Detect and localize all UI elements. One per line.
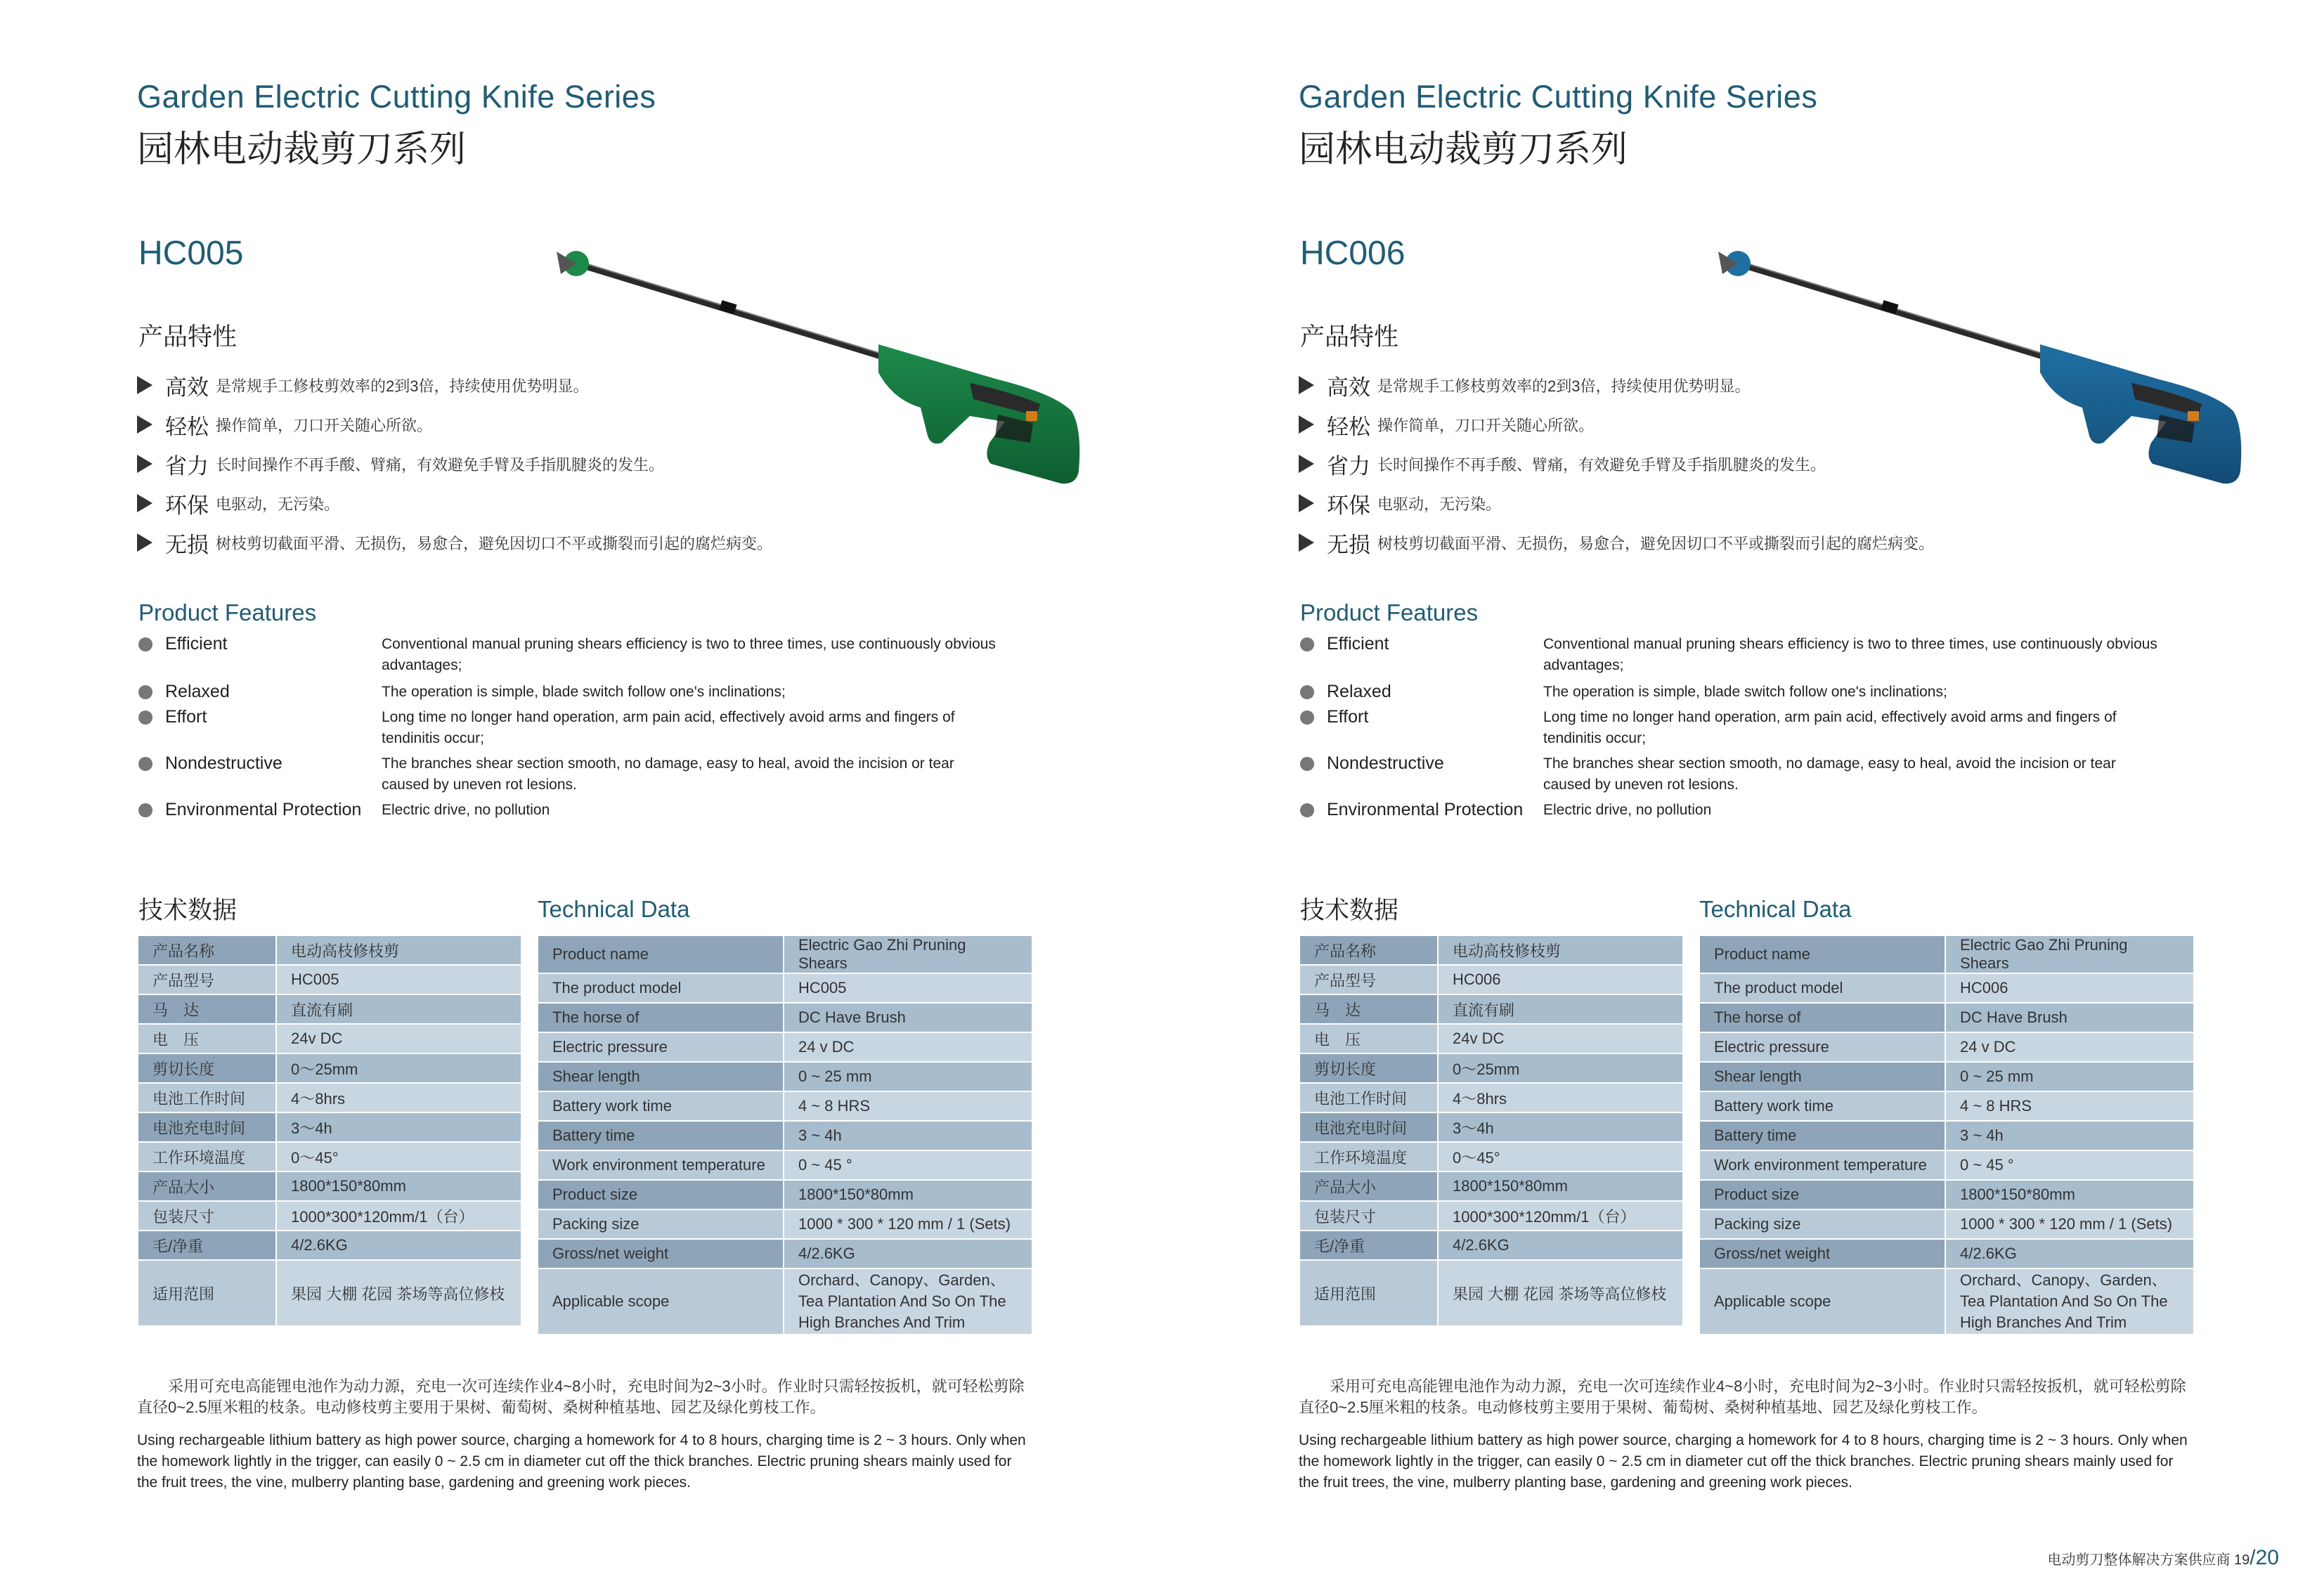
- feature-en-key: Effort: [165, 707, 207, 727]
- tech-cn-value: 3～4h: [276, 1112, 521, 1142]
- tech-en-value: 0 ~ 25 mm: [1945, 1062, 2194, 1091]
- tech-cn-value: 4～8hrs: [1438, 1083, 1683, 1112]
- tech-cn-value: 0～25mm: [1438, 1053, 1683, 1083]
- feature-cn-desc: 是常规手工修枝剪效率的2到3倍，持续使用优势明显。: [1377, 377, 1751, 395]
- feature-cn-item: [137, 444, 910, 484]
- dot-bullet-icon: [1300, 685, 1314, 699]
- feature-en-item: [138, 707, 1017, 749]
- feature-cn-key: 无损: [165, 532, 209, 557]
- feature-en-item: [1300, 707, 2179, 749]
- tech-en-value: 1000 * 300 * 120 mm / 1 (Sets): [1945, 1209, 2194, 1239]
- feature-cn-item: [137, 365, 910, 405]
- feature-en-item: [138, 634, 1017, 676]
- feature-en-item: [1300, 753, 2179, 796]
- feature-cn-desc: 电驱动，无污染。: [1377, 495, 1502, 513]
- features-en-list: [138, 634, 1017, 821]
- tech-cn-row: [1299, 994, 1683, 1024]
- feature-cn-item: [137, 523, 910, 562]
- tech-en-key: Applicable scope: [1699, 1268, 1945, 1335]
- feature-en-desc: The branches shear section smooth, no damage, easy to heal, avoid the incision or tear caused by uneven rot lesions.: [382, 755, 954, 793]
- tech-cn-key: 剪切长度: [1299, 1053, 1438, 1083]
- tech-cn-value: HC006: [1438, 965, 1683, 994]
- feature-en-item: [1300, 634, 2179, 676]
- triangle-bullet-icon: [1299, 494, 1314, 512]
- footer-company: 电动剪刀整体解决方案供应商: [2047, 1552, 2231, 1568]
- tech-cn-key: 工作环境温度: [138, 1142, 276, 1172]
- tech-cn-row: [138, 1142, 521, 1172]
- tech-en-key: Electric pressure: [538, 1032, 784, 1062]
- tech-cn-row: [138, 1112, 521, 1142]
- tech-en-key: Product size: [1699, 1180, 1945, 1209]
- tech-table-cn: [1299, 935, 1684, 1327]
- tech-cn-row: [1299, 1231, 1683, 1260]
- tech-cn-key: 电 压: [1299, 1024, 1438, 1053]
- tech-en-value: 0 ~ 45 °: [784, 1150, 1032, 1180]
- tech-en-value: HC006: [1945, 973, 2194, 1003]
- tech-en-value-line: Orchard、Canopy、Garden、: [798, 1271, 1006, 1289]
- tech-en-value: 4 ~ 8 HRS: [784, 1091, 1032, 1121]
- tech-en-key: Shear length: [1699, 1062, 1945, 1091]
- tech-cn-title: 技术数据: [1300, 897, 1399, 924]
- features-cn-list: [1299, 365, 2072, 562]
- tech-cn-row: [1299, 965, 1683, 994]
- tech-en-row: [538, 1032, 1032, 1062]
- tech-en-row: [1699, 1180, 2194, 1209]
- feature-en-key: Relaxed: [165, 682, 230, 701]
- dot-bullet-icon: [138, 637, 152, 651]
- tech-en-row: [538, 1091, 1032, 1121]
- tech-cn-key: 毛/净重: [1299, 1231, 1438, 1260]
- triangle-bullet-icon: [137, 376, 152, 394]
- tech-cn-row: [1299, 1142, 1683, 1172]
- tech-cn-row: [138, 1260, 521, 1326]
- tech-en-row: [538, 1062, 1032, 1091]
- tech-en-row: [1699, 1209, 2194, 1239]
- features-cn-list: [137, 365, 910, 562]
- tech-cn-key: 产品名称: [138, 935, 276, 965]
- feature-cn-key: 省力: [165, 453, 209, 479]
- tech-cn-value: 4～8hrs: [276, 1083, 521, 1112]
- tech-cn-value: 直流有刷: [1438, 994, 1683, 1024]
- feature-en-key: Effort: [1327, 707, 1369, 727]
- tech-cn-key: 产品大小: [1299, 1172, 1438, 1201]
- feature-cn-desc: 电驱动，无污染。: [216, 495, 340, 513]
- feature-cn-desc: 是常规手工修枝剪效率的2到3倍，持续使用优势明显。: [216, 377, 589, 395]
- feature-cn-key: 环保: [165, 493, 209, 518]
- tech-cn-value: 0～45°: [1438, 1142, 1683, 1172]
- tech-cn-value: 24v DC: [276, 1024, 521, 1053]
- tech-en-row: [1699, 1091, 2194, 1121]
- feature-cn-desc: 操作简单，刀口开关随心所欲。: [216, 416, 433, 434]
- tech-en-value: 4/2.6KG: [1945, 1239, 2194, 1268]
- feature-en-item: [138, 682, 1017, 703]
- series-title-cn: 园林电动裁剪刀系列: [137, 129, 467, 170]
- feature-cn-key: 省力: [1327, 453, 1370, 479]
- tech-cn-row: [138, 1231, 521, 1260]
- tech-en-value-line: Orchard、Canopy、Garden、: [1960, 1271, 2167, 1289]
- tech-en-key: Gross/net weight: [538, 1239, 784, 1268]
- triangle-bullet-icon: [1299, 376, 1314, 394]
- tech-cn-key: 适用范围: [138, 1260, 276, 1326]
- tech-en-value: Electric Gao Zhi Pruning Shears: [1945, 935, 2194, 973]
- tech-cn-row: [1299, 1260, 1683, 1326]
- tech-en-value: 24 v DC: [1945, 1032, 2194, 1062]
- feature-cn-key: 轻松: [165, 414, 209, 439]
- tech-en-key: Product size: [538, 1180, 784, 1209]
- feature-cn-key: 无损: [1327, 532, 1370, 557]
- tech-en-value: [1945, 1268, 2194, 1335]
- dot-bullet-icon: [138, 757, 152, 771]
- tech-cn-row: [1299, 1112, 1683, 1142]
- feature-en-item: [1300, 682, 2179, 703]
- tech-en-row: [538, 973, 1032, 1003]
- tech-en-value: 3 ~ 4h: [784, 1121, 1032, 1150]
- feature-en-key: Nondestructive: [1327, 753, 1444, 773]
- tech-en-key: Gross/net weight: [1699, 1239, 1945, 1268]
- tech-cn-key: 电 压: [138, 1024, 276, 1053]
- tech-cn-row: [1299, 1024, 1683, 1053]
- tech-cn-row: [138, 1083, 521, 1112]
- tech-cn-value: 1800*150*80mm: [1438, 1172, 1683, 1201]
- tech-en-key: Packing size: [1699, 1209, 1945, 1239]
- tech-en-key: Packing size: [538, 1209, 784, 1239]
- tech-en-key: The horse of: [538, 1003, 784, 1032]
- dot-bullet-icon: [138, 803, 152, 817]
- feature-en-desc: Electric drive, no pollution: [382, 802, 550, 818]
- tech-en-row: [1699, 935, 2194, 973]
- tech-en-key: The horse of: [1699, 1003, 1945, 1032]
- tech-en-key: Product name: [538, 935, 784, 973]
- tech-en-row: [538, 935, 1032, 973]
- triangle-bullet-icon: [137, 533, 152, 552]
- tech-cn-value: 1800*150*80mm: [276, 1172, 521, 1201]
- feature-en-desc: The operation is simple, blade switch follow one's inclinations;: [382, 684, 786, 700]
- model-number: HC006: [1300, 235, 1406, 272]
- feature-cn-desc: 树枝剪切截面平滑、无损伤，易愈合，避免因切口不平或撕裂而引起的腐烂病变。: [216, 534, 773, 552]
- feature-en-desc: Long time no longer hand operation, arm pain acid, effectively avoid arms and fingers of tendinitis occur;: [382, 709, 955, 746]
- feature-cn-item: [1299, 523, 2072, 562]
- feature-en-key: Nondestructive: [165, 753, 283, 773]
- tech-en-value: DC Have Brush: [1945, 1003, 2194, 1032]
- tech-cn-value: 1000*300*120mm/1（台）: [276, 1201, 521, 1231]
- tech-cn-value: 果园 大棚 花园 茶场等高位修枝: [1438, 1260, 1683, 1326]
- tech-table-en: [1699, 935, 2195, 1335]
- feature-en-item: [138, 753, 1017, 796]
- description-cn: 采用可充电高能锂电池作为动力源，充电一次可连续作业4~8小时，充电时间为2~3小时。作业时只需轻按扳机，就可轻松剪除直径0~2.5厘米粗的枝条。电动修枝剪主要用于果树、葡萄树、桑树种植基地、园艺及绿化剪枝工作。: [1299, 1377, 2186, 1416]
- triangle-bullet-icon: [137, 455, 152, 473]
- feature-cn-item: [1299, 405, 2072, 444]
- triangle-bullet-icon: [137, 494, 152, 512]
- tech-cn-key: 包装尺寸: [138, 1201, 276, 1231]
- footer: [2047, 1546, 2279, 1570]
- feature-cn-desc: 长时间操作不再手酸、臂痛，有效避免手臂及手指肌腱炎的发生。: [216, 455, 665, 474]
- tech-cn-value: 4/2.6KG: [276, 1231, 521, 1260]
- tech-cn-row: [138, 935, 521, 965]
- tech-cn-row: [1299, 1053, 1683, 1083]
- tech-cn-key: 马 达: [1299, 994, 1438, 1024]
- tech-en-key: Battery work time: [538, 1091, 784, 1121]
- tech-en-key: Shear length: [538, 1062, 784, 1091]
- tech-cn-key: 产品型号: [138, 965, 276, 994]
- footer-page-a: 19: [2234, 1552, 2250, 1568]
- tech-en-value: DC Have Brush: [784, 1003, 1032, 1032]
- feature-en-item: [138, 800, 1017, 821]
- tech-en-value: 3 ~ 4h: [1945, 1121, 2194, 1150]
- tech-en-key: Work environment temperature: [538, 1150, 784, 1180]
- tech-cn-key: 马 达: [138, 994, 276, 1024]
- tech-cn-row: [138, 1201, 521, 1231]
- tech-en-key: Battery time: [1699, 1121, 1945, 1150]
- features-en-title: Product Features: [1300, 599, 1479, 625]
- tech-en-row: [1699, 1062, 2194, 1091]
- dot-bullet-icon: [138, 710, 152, 725]
- tech-cn-row: [138, 1024, 521, 1053]
- tech-cn-key: 工作环境温度: [1299, 1142, 1438, 1172]
- feature-cn-item: [137, 484, 910, 523]
- feature-cn-key: 轻松: [1327, 414, 1370, 439]
- tech-cn-row: [138, 1172, 521, 1201]
- tech-cn-value: 电动高枝修枝剪: [276, 935, 521, 965]
- dot-bullet-icon: [138, 685, 152, 699]
- description-en: Using rechargeable lithium battery as high power source, charging a homework for 4 to 8 hours, charging time is 2 ~ 3 hours. Only when the homework lightly in the trigger, can easily 0 ~ 2.5 cm in diameter cut off the thick branches. Electric pruning shears mainly used for the fruit trees, the vine, mulberry planting base, gardening and greening work pieces.: [1299, 1432, 2188, 1491]
- features-cn-title: 产品特性: [1300, 323, 1399, 351]
- tech-en-value: [784, 1268, 1032, 1335]
- tech-en-value-line: High Branches And Trim: [1960, 1313, 2127, 1331]
- tech-en-key: Applicable scope: [538, 1268, 784, 1335]
- feature-en-desc: Electric drive, no pollution: [1543, 802, 1712, 818]
- series-title-en: Garden Electric Cutting Knife Series: [1299, 79, 1818, 115]
- tech-en-value: 0 ~ 25 mm: [784, 1062, 1032, 1091]
- tech-en-value: 24 v DC: [784, 1032, 1032, 1062]
- tech-cn-value: HC005: [276, 965, 521, 994]
- tech-en-row: [1699, 1032, 2194, 1062]
- tech-en-row: [1699, 1239, 2194, 1268]
- tech-cn-value: 果园 大棚 花园 茶场等高位修枝: [276, 1260, 521, 1326]
- tech-cn-row: [1299, 1083, 1683, 1112]
- triangle-bullet-icon: [1299, 533, 1314, 552]
- tech-cn-key: 产品大小: [138, 1172, 276, 1201]
- feature-cn-key: 环保: [1327, 493, 1370, 518]
- feature-en-key: Environmental Protection: [165, 800, 362, 819]
- page-right: [1162, 0, 2323, 1577]
- feature-en-item: [1300, 800, 2179, 821]
- tech-cn-key: 适用范围: [1299, 1260, 1438, 1326]
- feature-cn-item: [1299, 444, 2072, 484]
- tech-cn-value: 直流有刷: [276, 994, 521, 1024]
- features-cn-title: 产品特性: [138, 323, 238, 351]
- tech-cn-value: 3～4h: [1438, 1112, 1683, 1142]
- tech-en-title: Technical Data: [1699, 896, 1852, 922]
- tech-en-row: [1699, 1003, 2194, 1032]
- dot-bullet-icon: [1300, 710, 1314, 725]
- tech-en-row: [538, 1003, 1032, 1032]
- triangle-bullet-icon: [1299, 415, 1314, 434]
- tech-table-en: [537, 935, 1033, 1335]
- tech-cn-row: [138, 994, 521, 1024]
- dot-bullet-icon: [1300, 757, 1314, 771]
- tech-en-row: [538, 1268, 1032, 1335]
- feature-cn-item: [1299, 365, 2072, 405]
- series-title-en: Garden Electric Cutting Knife Series: [137, 79, 656, 115]
- tech-en-value: 1800*150*80mm: [1945, 1180, 2194, 1209]
- tech-en-key: Battery work time: [1699, 1091, 1945, 1121]
- tech-cn-key: 电池工作时间: [138, 1083, 276, 1112]
- tech-cn-value: 24v DC: [1438, 1024, 1683, 1053]
- tech-cn-key: 电池充电时间: [1299, 1112, 1438, 1142]
- description-en: Using rechargeable lithium battery as high power source, charging a homework for 4 to 8 hours, charging time is 2 ~ 3 hours. Only when the homework lightly in the trigger, can easily 0 ~ 2.5 cm in diameter cut off the thick branches. Electric pruning shears mainly used for the fruit trees, the vine, mulberry planting base, gardening and greening work pieces.: [137, 1432, 1026, 1491]
- tech-en-value: 0 ~ 45 °: [1945, 1150, 2194, 1180]
- feature-cn-key: 高效: [165, 375, 209, 400]
- tech-cn-value: 4/2.6KG: [1438, 1231, 1683, 1260]
- tech-en-key: Battery time: [538, 1121, 784, 1150]
- feature-en-key: Efficient: [1327, 634, 1389, 654]
- triangle-bullet-icon: [1299, 455, 1314, 473]
- tech-en-key: The product model: [538, 973, 784, 1003]
- model-number: HC005: [138, 235, 244, 272]
- feature-cn-key: 高效: [1327, 375, 1370, 400]
- feature-en-desc: The operation is simple, blade switch follow one's inclinations;: [1543, 684, 1947, 700]
- feature-cn-desc: 树枝剪切截面平滑、无损伤，易愈合，避免因切口不平或撕裂而引起的腐烂病变。: [1377, 534, 1935, 552]
- tech-en-key: Electric pressure: [1699, 1032, 1945, 1062]
- tech-en-value-line: High Branches And Trim: [798, 1313, 966, 1331]
- tech-en-value: 4/2.6KG: [784, 1239, 1032, 1268]
- tech-en-row: [1699, 1268, 2194, 1335]
- tech-en-value-line: Tea Plantation And So On The: [1960, 1292, 2168, 1310]
- footer-page-b: 20: [2255, 1546, 2279, 1569]
- tech-cn-row: [1299, 1172, 1683, 1201]
- tech-cn-row: [1299, 1201, 1683, 1231]
- tech-cn-key: 包装尺寸: [1299, 1201, 1438, 1231]
- feature-en-desc: Conventional manual pruning shears efficiency is two to three times, use continuously obvious advantages;: [382, 636, 996, 673]
- tech-cn-key: 产品型号: [1299, 965, 1438, 994]
- tech-cn-key: 电池工作时间: [1299, 1083, 1438, 1112]
- dot-bullet-icon: [1300, 637, 1314, 651]
- feature-cn-item: [137, 405, 910, 444]
- features-en-title: Product Features: [138, 599, 317, 625]
- tech-table-cn: [137, 935, 522, 1327]
- tech-en-row: [1699, 1150, 2194, 1180]
- tech-en-row: [1699, 973, 2194, 1003]
- tech-cn-title: 技术数据: [138, 897, 238, 924]
- footer-slash: /: [2250, 1546, 2256, 1569]
- feature-en-desc: The branches shear section smooth, no damage, easy to heal, avoid the incision or tear caused by uneven rot lesions.: [1543, 755, 2116, 793]
- tech-en-value: HC005: [784, 973, 1032, 1003]
- feature-cn-desc: 长时间操作不再手酸、臂痛，有效避免手臂及手指肌腱炎的发生。: [1377, 455, 1826, 474]
- dot-bullet-icon: [1300, 803, 1314, 817]
- tech-en-value: 4 ~ 8 HRS: [1945, 1091, 2194, 1121]
- tech-cn-key: 电池充电时间: [138, 1112, 276, 1142]
- feature-cn-desc: 操作简单，刀口开关随心所欲。: [1377, 416, 1595, 434]
- tech-cn-key: 产品名称: [1299, 935, 1438, 965]
- tech-en-title: Technical Data: [538, 896, 690, 922]
- triangle-bullet-icon: [137, 415, 152, 434]
- tech-cn-value: 0～25mm: [276, 1053, 521, 1083]
- tech-en-key: Work environment temperature: [1699, 1150, 1945, 1180]
- feature-en-desc: Long time no longer hand operation, arm pain acid, effectively avoid arms and fingers of tendinitis occur;: [1543, 709, 2117, 746]
- tech-en-key: The product model: [1699, 973, 1945, 1003]
- tech-cn-row: [138, 965, 521, 994]
- tech-en-value: 1000 * 300 * 120 mm / 1 (Sets): [784, 1209, 1032, 1239]
- tech-en-row: [538, 1150, 1032, 1180]
- tech-en-row: [1699, 1121, 2194, 1150]
- feature-cn-item: [1299, 484, 2072, 523]
- tech-cn-key: 毛/净重: [138, 1231, 276, 1260]
- description-cn: 采用可充电高能锂电池作为动力源，充电一次可连续作业4~8小时，充电时间为2~3小时。作业时只需轻按扳机，就可轻松剪除直径0~2.5厘米粗的枝条。电动修枝剪主要用于果树、葡萄树、桑树种植基地、园艺及绿化剪枝工作。: [137, 1377, 1025, 1416]
- tech-cn-row: [1299, 935, 1683, 965]
- tech-cn-key: 剪切长度: [138, 1053, 276, 1083]
- tech-en-key: Product name: [1699, 935, 1945, 973]
- tech-en-row: [538, 1121, 1032, 1150]
- feature-en-key: Relaxed: [1327, 682, 1391, 701]
- tech-en-value: Electric Gao Zhi Pruning Shears: [784, 935, 1032, 973]
- tech-cn-value: 1000*300*120mm/1（台）: [1438, 1201, 1683, 1231]
- series-title-cn: 园林电动裁剪刀系列: [1299, 129, 1628, 170]
- features-en-list: [1300, 634, 2179, 821]
- feature-en-key: Environmental Protection: [1327, 800, 1524, 819]
- tech-en-row: [538, 1209, 1032, 1239]
- tech-en-row: [538, 1180, 1032, 1209]
- feature-en-desc: Conventional manual pruning shears efficiency is two to three times, use continuously obvious advantages;: [1543, 636, 2157, 673]
- tech-cn-value: 0～45°: [276, 1142, 521, 1172]
- tech-en-row: [538, 1239, 1032, 1268]
- tech-cn-row: [138, 1053, 521, 1083]
- tech-en-value-line: Tea Plantation And So On The: [798, 1292, 1006, 1310]
- tech-cn-value: 电动高枝修枝剪: [1438, 935, 1683, 965]
- feature-en-key: Efficient: [165, 634, 228, 654]
- tech-en-value: 1800*150*80mm: [784, 1180, 1032, 1209]
